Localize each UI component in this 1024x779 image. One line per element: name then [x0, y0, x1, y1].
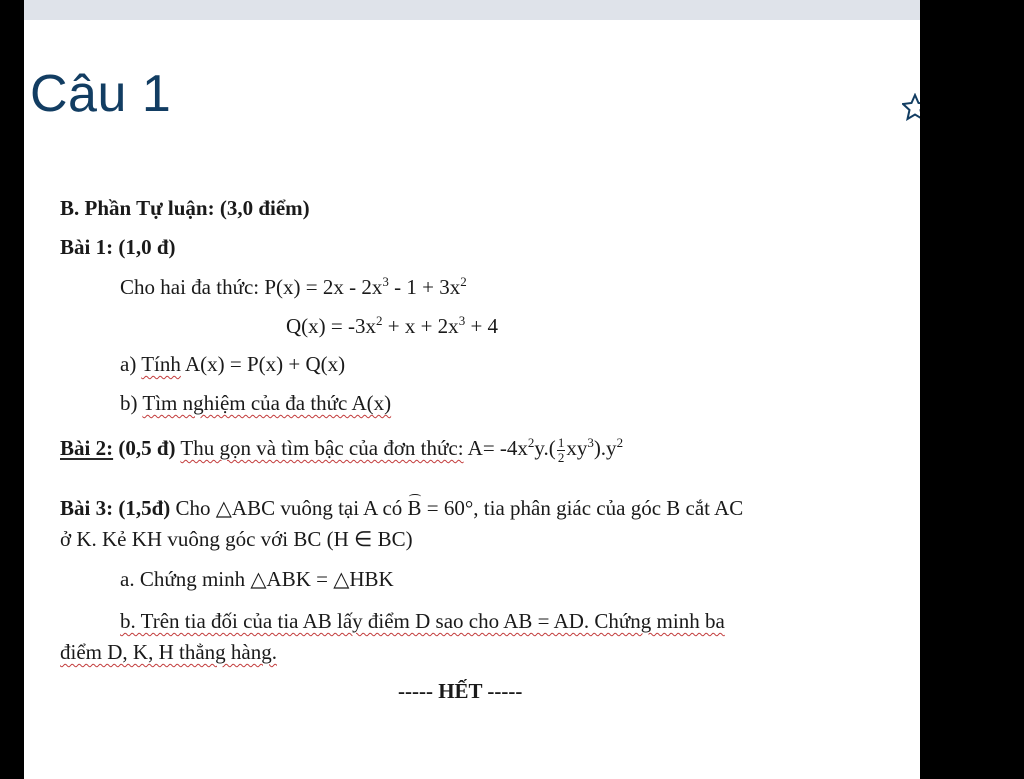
- bai3-part-a: a. Chứng minh △ABK = △HBK: [120, 567, 394, 591]
- bai3-part-b-2: điểm D, K, H thẳng hàng.: [60, 640, 277, 664]
- bai3-part-b-1: b. Trên tia đối của tia AB lấy điểm D sao cho AB = AD. Chứng minh ba: [120, 609, 725, 633]
- bai2-text: Thu gọn và tìm bậc của đơn thức:: [180, 436, 464, 460]
- angle-b: B: [407, 496, 422, 520]
- document-page: [24, 0, 920, 779]
- polynomial-p: $P(x) = 2x - 2x^3 - 1 + 3x^2$: [264, 274, 467, 299]
- bai1-part-a: a) Tính A(x) = P(x) + Q(x): [120, 352, 346, 376]
- end-marker: ----- HẾT -----: [398, 679, 523, 703]
- bai2-line: [60, 435, 623, 464]
- bai3-line-1: Bài 3: (1,5đ) Cho △ABC vuông tại A có B = 60°, tia phân giác của góc B cắt AC: [60, 496, 744, 520]
- tinh-word: Tính: [141, 352, 181, 376]
- top-bar: [24, 0, 920, 20]
- bai3-label: Bài 3:: [60, 496, 114, 520]
- bai2-label: Bài 2:: [60, 436, 114, 460]
- section-heading: B. Phần Tự luận: (3,0 điểm): [60, 196, 310, 220]
- star-icon[interactable]: [902, 93, 920, 121]
- bai1-intro-line: [120, 274, 467, 300]
- bai2-points: (0,5 đ): [118, 436, 176, 460]
- bai3-line-2: ở K. Kẻ KH vuông góc với BC (H ∈ BC): [60, 527, 413, 551]
- page-title: Câu 1: [30, 65, 172, 123]
- bai1-intro: Cho hai đa thức:: [120, 275, 260, 299]
- monomial-expression: $A= -4x^2y$.( $\frac{1}{2}$ $xy^3).y^2$: [467, 435, 624, 465]
- polynomial-q: $Q(x) = -3x^2 + x + 2x^3 + 4$: [286, 313, 499, 338]
- fraction: $\frac{1}{2}$: [557, 435, 565, 465]
- bai1-heading: Bài 1: (1,0 đ): [60, 235, 176, 259]
- bai3-points: (1,5đ): [118, 496, 171, 520]
- bai1-part-b: b) Tìm nghiệm của đa thức A(x): [120, 391, 392, 415]
